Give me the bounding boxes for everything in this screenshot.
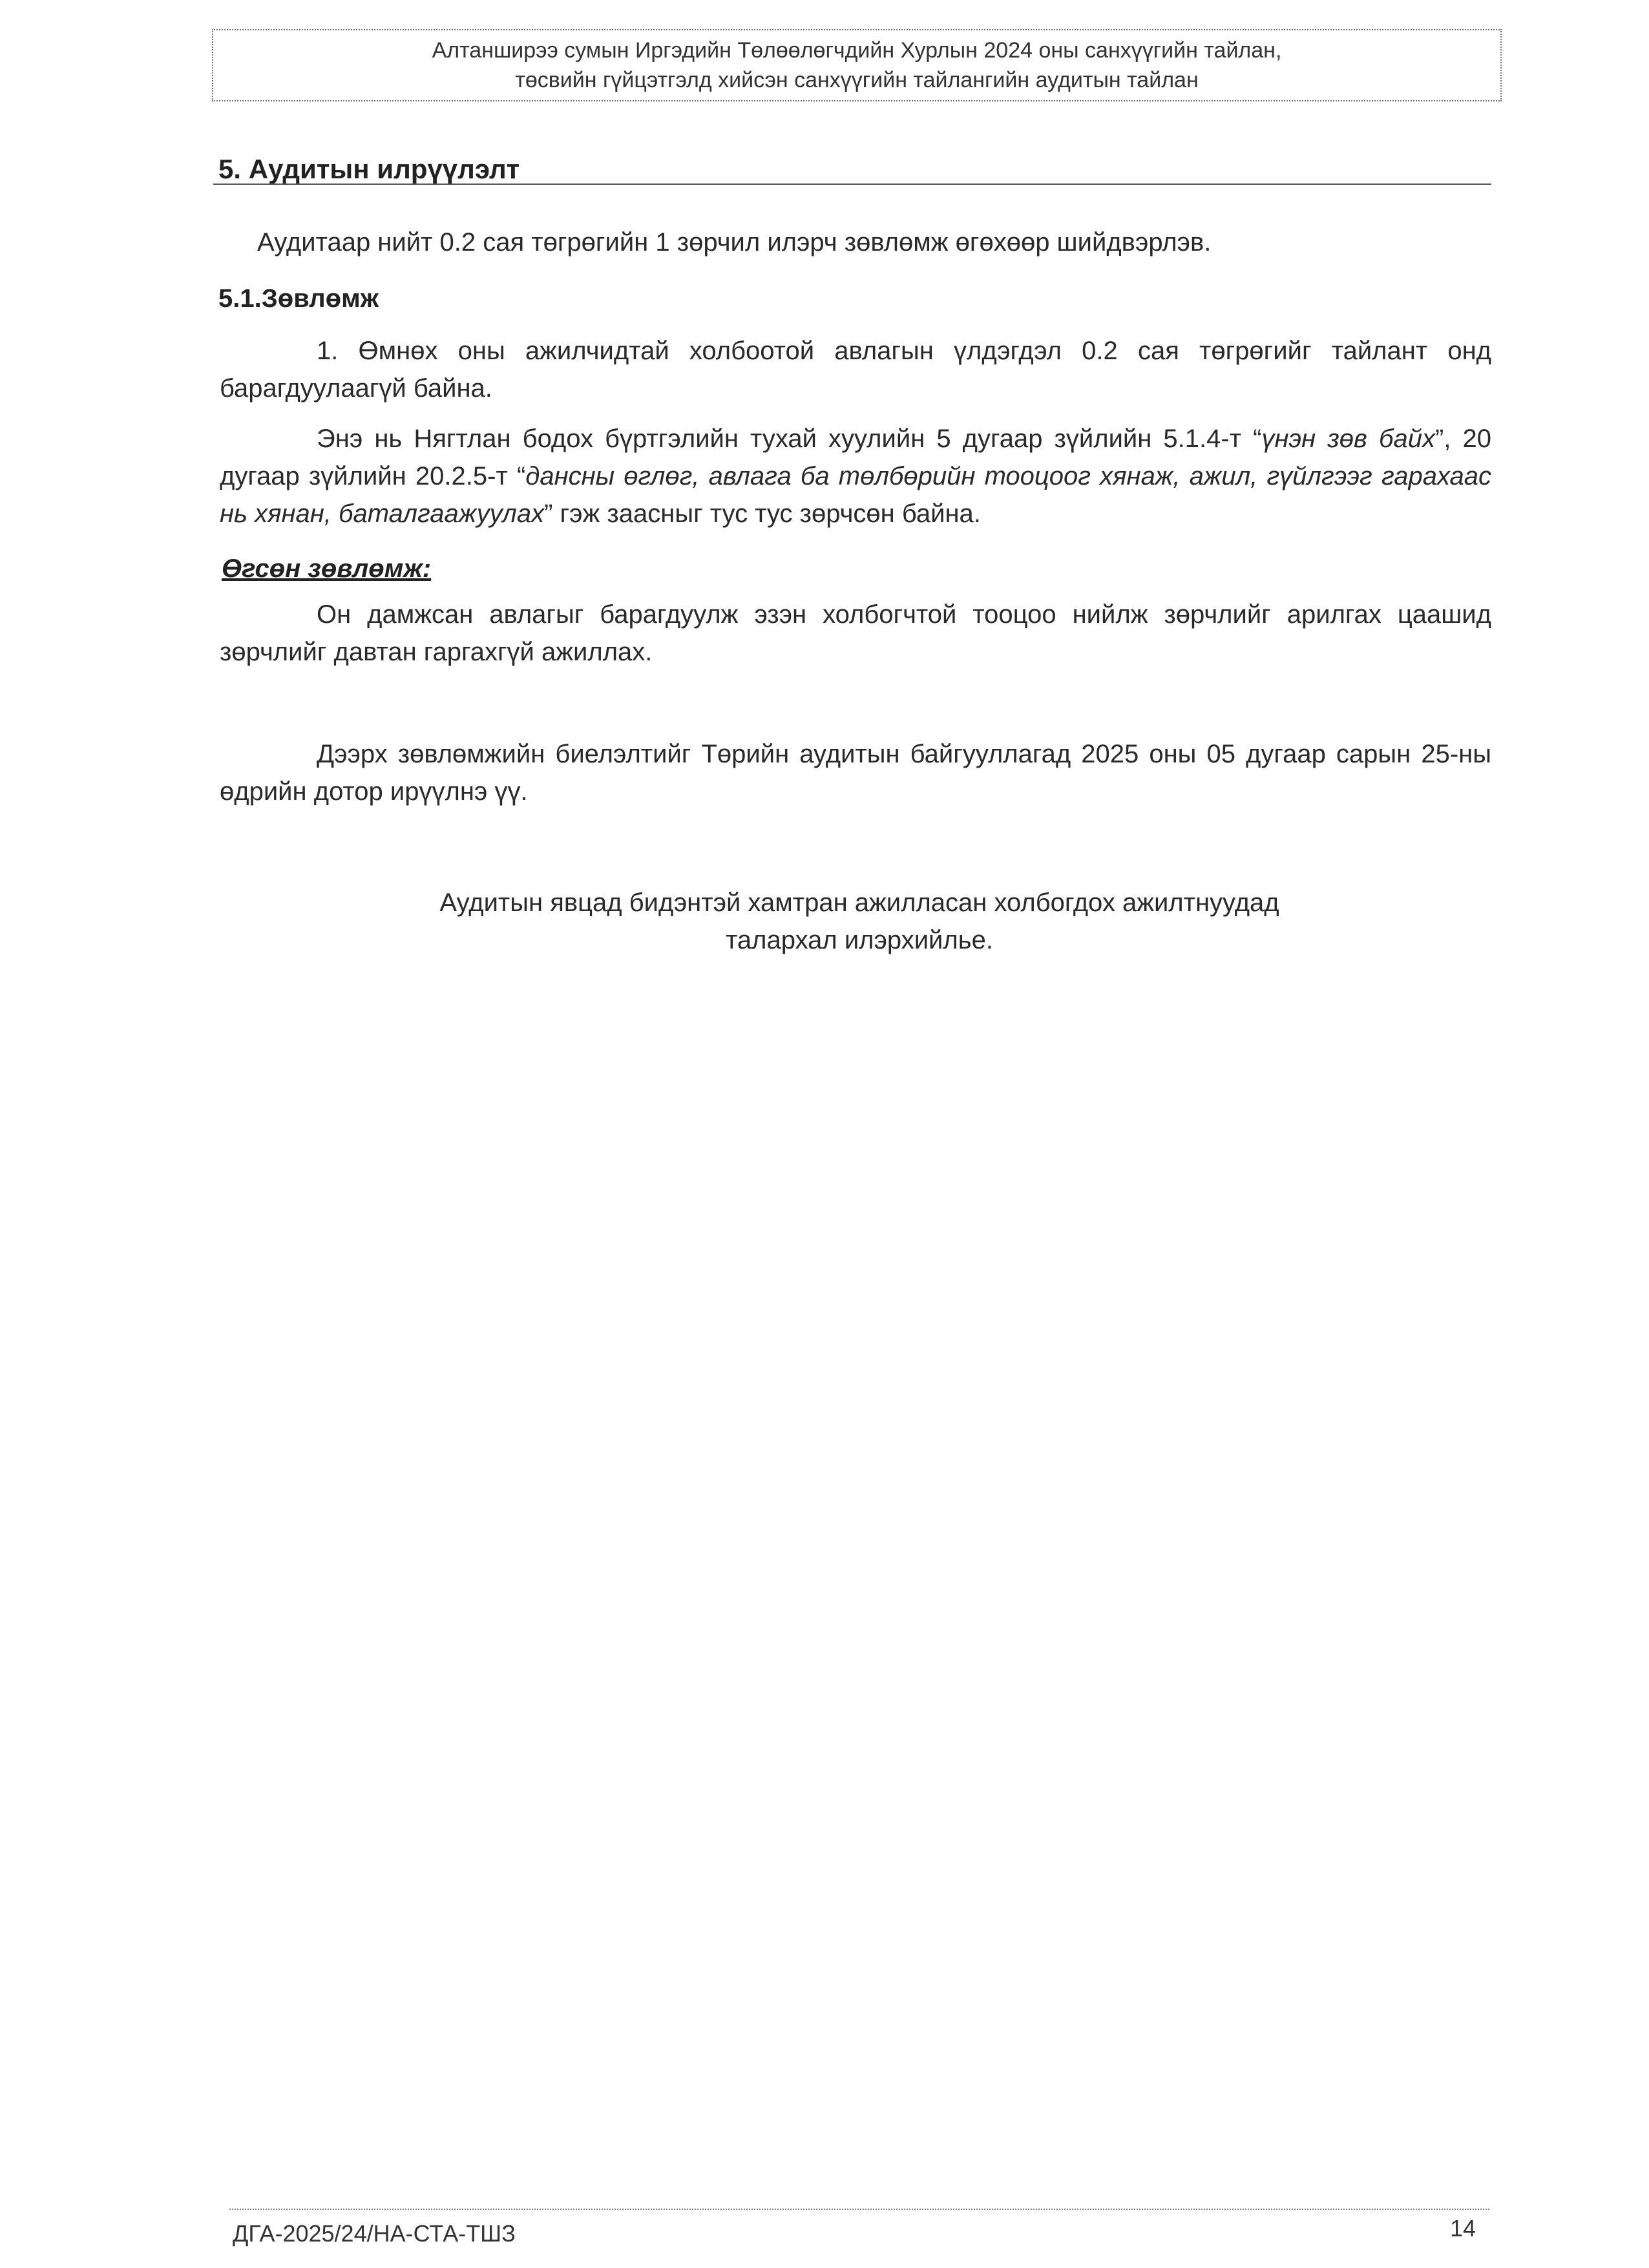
document-code: ДГА-2025/24/НА-СТА-ТШЗ <box>233 2220 516 2247</box>
header-line-1: Алтанширээ сумын Иргэдийн Төлөөлөгчдийн Хурлын 2024 оны санхүүгийн тайлан, <box>432 38 1282 63</box>
section-title: 5. Аудитын илрүүлэлт <box>218 154 520 184</box>
law-quote-2: дансны өглөг, авлага ба төлбөрийн тооцоог хянаж, ажил, гүйлгээг гарахаас нь хянан, баталгаажуулах <box>220 462 1491 528</box>
deadline-paragraph: Дээрх зөвлөмжийн биелэлтийг Төрийн аудитын байгууллагад 2025 оны 05 дугаар сарын 25-ны өдрийн дотор ирүүлнэ үү. <box>220 740 1491 806</box>
page-number: 14 <box>1450 2215 1476 2242</box>
thanks-line-2: талархал илэрхийлье. <box>726 926 993 954</box>
law-paragraph <box>220 420 1491 532</box>
finding-paragraph: 1. Өмнөх оны ажилчидтай холбоотой авлагын үлдэгдэл 0.2 сая төгрөгийг тайлант онд барагдуулаагүй байна. <box>220 337 1491 403</box>
given-recommendation-text: Он дамжсан авлагыг барагдуулж эзэн холбогчтой тооцоо нийлж зөрчлийг арилгах цаашид зөрчлийг давтан гаргахгүй ажиллах. <box>220 600 1491 666</box>
law-text-3: ” гэж заасныг тус тус зөрчсөн байна. <box>544 499 981 528</box>
section-divider <box>213 184 1491 185</box>
header-line-2: төсвийн гүйцэтгэлд хийсэн санхүүгийн тайлангийн аудитын тайлан <box>515 68 1199 92</box>
thanks-line-1: Аудитын явцад бидэнтэй хамтран ажилласан холбогдох ажилтнуудад <box>439 888 1279 917</box>
law-text-2: ”, 20 дугаар зүйлийн 20.2.5-т “ <box>220 425 1492 490</box>
intro-paragraph: Аудитаар нийт 0.2 сая төгрөгийн 1 зөрчил илэрч зөвлөмж өгөхөөр шийдвэрлэв. <box>257 228 1212 257</box>
thanks-block <box>258 884 1460 959</box>
footer-divider <box>229 2209 1489 2210</box>
running-header <box>212 29 1502 101</box>
given-recommendation-heading: Өгсөн зөвлөмж: <box>222 554 432 583</box>
law-text-1: Энэ нь Нягтлан бодох бүртгэлийн тухай хуулийн 5 дугаар зүйлийн 5.1.4-т “ <box>317 425 1262 453</box>
law-quote-1: үнэн зөв байх <box>1261 425 1435 453</box>
recommendation-heading: 5.1.Зөвлөмж <box>218 284 379 313</box>
